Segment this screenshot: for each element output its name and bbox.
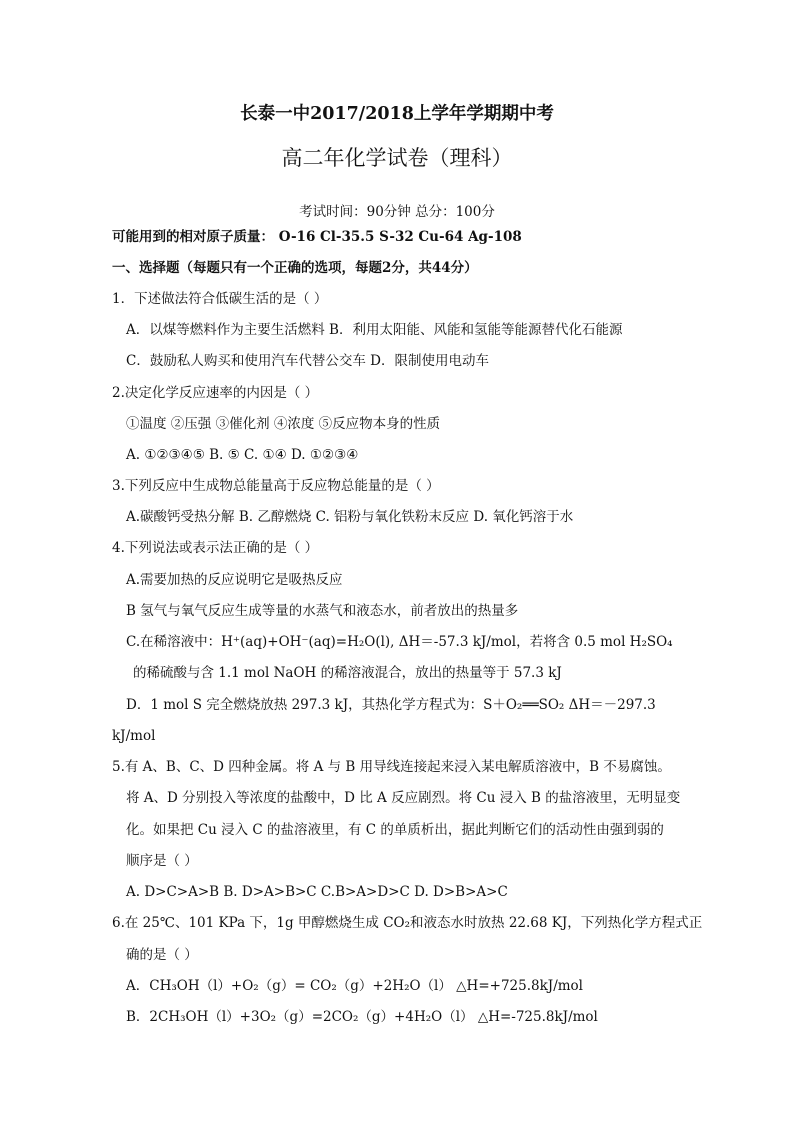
q2-stem: 2.决定化学反应速率的内因是（ ） bbox=[112, 385, 319, 401]
q6-option-b: B．2CH₃OH（l）+3O₂（g）=2CO₂（g）+4H₂O（l） △H=-725.8kJ/mol bbox=[126, 1009, 598, 1025]
q3-stem: 3.下列反应中生成物总能量高于反应物总能量的是（ ） bbox=[112, 478, 440, 494]
q5-line2: 将 A、D 分别投入等浓度的盐酸中，D 比 A 反应剧烈。将 Cu 浸入 B 的盐溶液里，无明显变 bbox=[126, 790, 681, 806]
q4-option-c-line1: C.在稀溶液中：H⁺(aq)+OH⁻(aq)=H₂O(l), ΔH＝-57.3 kJ/mol，若将含 0.5 mol H₂SO₄ bbox=[126, 634, 673, 650]
q1-stem: 1．下述做法符合低碳生活的是（ ） bbox=[112, 291, 328, 307]
q6-line2: 确的是（ ） bbox=[126, 947, 198, 963]
atomic-mass-line: 可能用到的相对原子质量： O-16 Cl-35.5 S-32 Cu-64 Ag-108 bbox=[112, 229, 522, 245]
q2-options: A. ①②③④⑤ B. ⑤ C. ①④ D. ①②③④ bbox=[126, 447, 359, 463]
q5-line3: 化。如果把 Cu 浸入 C 的盐溶液里，有 C 的单质析出，据此判断它们的活动性由强到弱的 bbox=[126, 822, 664, 838]
q2-items: ①温度 ②压强 ③催化剂 ④浓度 ⑤反应物本身的性质 bbox=[126, 416, 441, 432]
school-title: 长泰一中2017/2018上学年学期期中考 bbox=[240, 104, 554, 124]
q4-stem: 4.下列说法或表示法正确的是（ ） bbox=[112, 540, 319, 556]
q4-option-a: A.需要加热的反应说明它是吸热反应 bbox=[126, 572, 343, 588]
q5-options: A. D>C>A>B B. D>A>B>C C.B>A>D>C D. D>B>A>C bbox=[126, 884, 508, 900]
q4-option-c-line2: 的稀硫酸与含 1.1 mol NaOH 的稀溶液混合，放出的热量等于 57.3 kJ bbox=[133, 665, 562, 681]
section-heading: 一、选择题（每题只有一个正确的选项，每题2分，共44分） bbox=[112, 260, 478, 276]
q6-option-a: A．CH₃OH（l）+O₂（g）= CO₂（g）+2H₂O（l） △H=+725.8kJ/mol bbox=[126, 978, 583, 994]
q5-line4: 顺序是（ ） bbox=[126, 853, 198, 869]
q4-option-d-line2: kJ/mol bbox=[112, 728, 156, 744]
q3-options: A.碳酸钙受热分解 B. 乙醇燃烧 C. 铝粉与氧化铁粉末反应 D. 氧化钙溶于水 bbox=[126, 509, 574, 525]
q4-option-b: B 氢气与氧气反应生成等量的水蒸气和液态水，前者放出的热量多 bbox=[126, 603, 519, 619]
q6-line1: 6.在 25℃、101 KPa 下，1g 甲醇燃烧生成 CO₂和液态水时放热 22.68 KJ，下列热化学方程式正 bbox=[112, 915, 703, 931]
exam-title: 高二年化学试卷（理科） bbox=[281, 146, 513, 170]
q4-option-d-line1: D．1 mol S 完全燃烧放热 297.3 kJ，其热化学方程式为：S＋O₂══SO₂ ΔH＝－297.3 bbox=[126, 697, 656, 713]
q5-line1: 5.有 A、B、C、D 四种金属。将 A 与 B 用导线连接起来浸入某电解质溶液中，B 不易腐蚀。 bbox=[112, 759, 671, 775]
q1-options-cd: C．鼓励私人购买和使用汽车代替公交车 D．限制使用电动车 bbox=[126, 353, 489, 369]
exam-info: 考试时间：90分钟 总分：100分 bbox=[299, 204, 495, 220]
q1-options-ab: A．以煤等燃料作为主要生活燃料 B．利用太阳能、风能和氢能等能源替代化石能源 bbox=[126, 322, 623, 338]
